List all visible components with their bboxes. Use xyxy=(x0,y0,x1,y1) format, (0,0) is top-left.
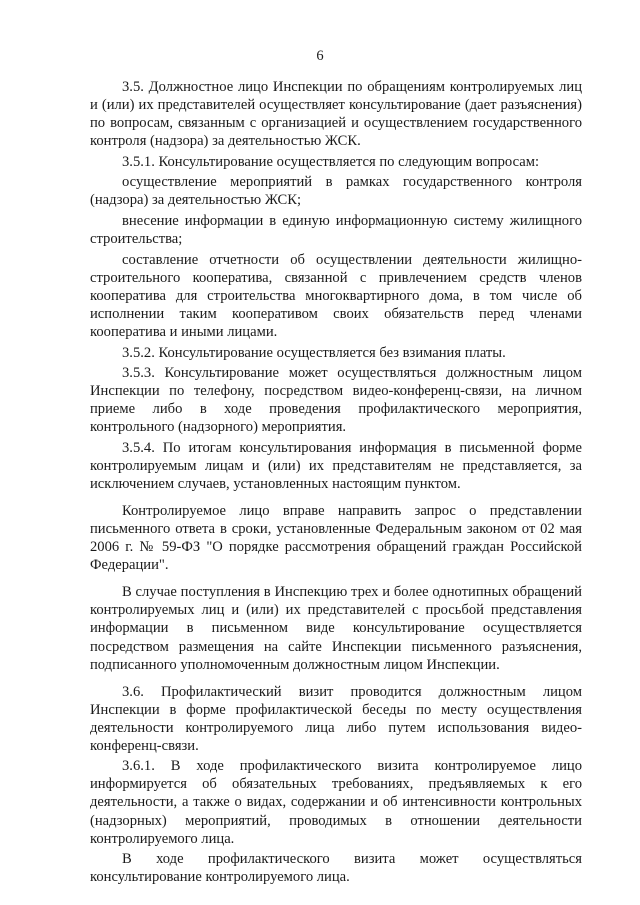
paragraph-3-5-1: 3.5.1. Консультирование осуществляется по следующим вопросам: xyxy=(122,153,539,170)
paragraph-visit-consulting: В ходе профилактического визита может осуществляться консультирование контролируемого лица. xyxy=(90,851,582,886)
paragraph-written-request: Контролируемое лицо вправе направить запрос о представлении письменного ответа в сроки, установленные Федеральным законом от 02 мая 2006 г. № 59-ФЗ "О порядке рассмотрения обращений граждан Российской Федерации". xyxy=(90,503,582,574)
paragraph-3-6: 3.6. Профилактический визит проводится должностным лицом Инспекции в форме профилактической беседы по месту осуществления деятельности контролируемого лица либо путем использования видео-конференц-связи. xyxy=(90,683,582,754)
paragraph-3-5-2: 3.5.2. Консультирование осуществляется без взимания платы. xyxy=(122,344,506,361)
paragraph-multiple-requests: В случае поступления в Инспекцию трех и более однотипных обращений контролируемых лиц и (или) их представителей с просьбой представления информации в письменном виде консультирование осуществляется посредством размещения на сайте Инспекции письменного разъяснения, подписанного уполномоченным должностным лицом Инспекции. xyxy=(90,584,582,673)
list-item-control-measures: осуществление мероприятий в рамках государственного контроля (надзора) за деятельностью ЖСК; xyxy=(90,174,582,209)
paragraph-3-5: 3.5. Должностное лицо Инспекции по обращениям контролируемых лиц и (или) их представителей осуществляет консультирование (дает разъяснения) по вопросам, связанным с организацией и осуществлением государственного контроля (надзора) за деятельностью ЖСК. xyxy=(90,79,582,150)
list-item-information-system: внесение информации в единую информационную систему жилищного строительства; xyxy=(90,213,582,248)
list-item-reporting: составление отчетности об осуществлении деятельности жилищно-строительного кооператива, связанной с привлечением средств членов кооператива для строительства многоквартирного дома, в том числе об исполнении таким кооперативом своих обязательств перед членами кооператива и иными лицами. xyxy=(90,251,582,340)
page-number: 6 xyxy=(316,48,324,64)
paragraph-3-5-3: 3.5.3. Консультирование может осуществляться должностным лицом Инспекции по телефону, посредством видео-конференц-связи, на личном приеме либо в ходе проведения профилактического мероприятия, контрольного (надзорного) мероприятия. xyxy=(90,365,582,436)
paragraph-3-6-1: 3.6.1. В ходе профилактического визита контролируемое лицо информируется об обязательных требованиях, предъявляемых к его деятельности, а также о видах, содержании и об интенсивности контрольных (надзорных) мероприятий, проводимых в отношении деятельности контролируемого лица. xyxy=(90,758,582,847)
paragraph-3-5-4: 3.5.4. По итогам консультирования информация в письменной форме контролируемым лицам и (или) их представителям не представляется, за исключением случаев, установленных настоящим пунктом. xyxy=(90,440,582,493)
document-body xyxy=(90,78,582,889)
